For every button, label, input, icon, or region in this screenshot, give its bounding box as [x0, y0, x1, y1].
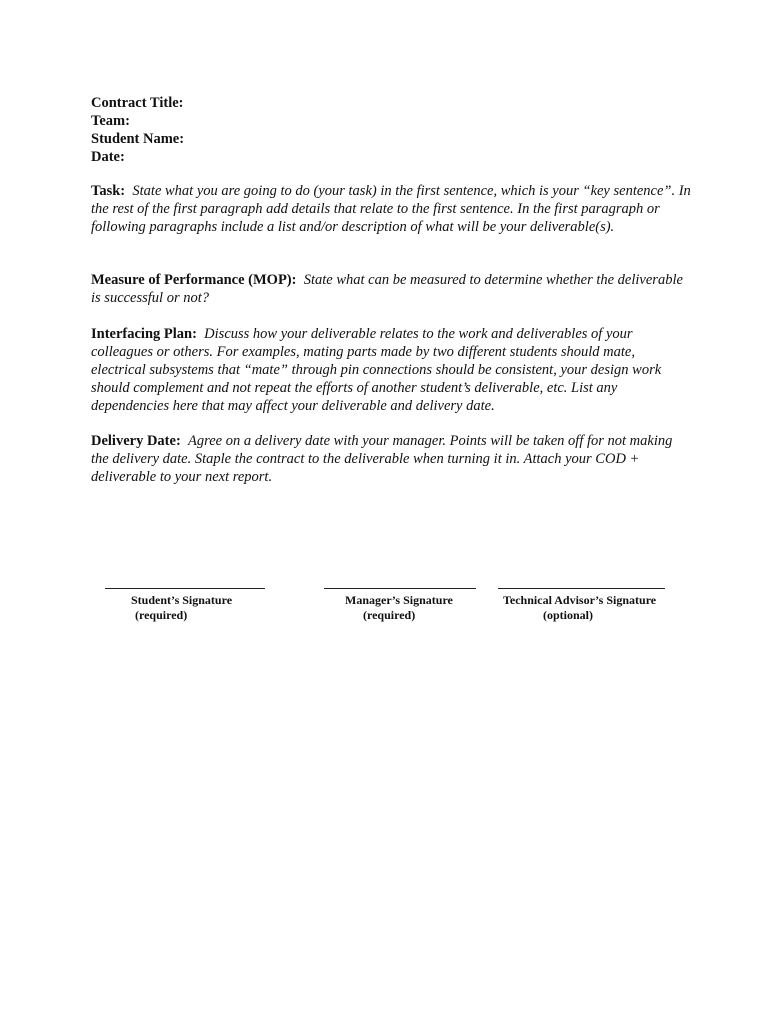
interfacing-plan-heading: Interfacing Plan: — [91, 326, 197, 342]
task-section — [91, 182, 691, 236]
mop-section — [91, 271, 691, 307]
team-label: Team: — [91, 113, 130, 129]
delivery-date-instructions: Agree on a delivery date with your manager. Points will be taken off for not making the delivery date. Staple the contract to the deliverable when turning it in. Attach your COD + deliverable to your next report. — [91, 433, 673, 485]
student-signature-requirement: (required) — [135, 608, 188, 622]
advisor-signature-label: Technical Advisor’s Signature — [503, 593, 657, 607]
student-signature-label: Student’s Signature — [131, 593, 233, 607]
date-label: Date: — [91, 149, 125, 165]
interfacing-plan-section — [91, 325, 691, 415]
contract-header — [91, 94, 184, 166]
contract-title-label: Contract Title: — [91, 95, 184, 111]
mop-instructions: State what can be measured to determine whether the deliverable is successful or not? — [91, 272, 683, 306]
student-name-label: Student Name: — [91, 131, 185, 147]
interfacing-plan-instructions: Discuss how your deliverable relates to the work and deliverables of your colleagues or others. For examples, mating parts made by two different students should mate, electrical subsystems that “mate” through pin connections should be consistent, your design work should complement and not repeat the efforts of another student’s deliverable, etc. List any dependencies here that may affect your deliverable and delivery date. — [91, 326, 662, 414]
task-instructions: State what you are going to do (your task) in the first sentence, which is your “key sentence”. In the rest of the first paragraph add details that relate to the first sentence. In the first paragraph or following paragraphs include a list and/or description of what will be your deliverable(s). — [91, 183, 691, 235]
delivery-date-section — [91, 432, 691, 486]
delivery-date-heading: Delivery Date: — [91, 433, 181, 449]
student-signature-line[interactable] — [105, 588, 265, 589]
advisor-signature-requirement: (optional) — [543, 608, 594, 622]
mop-heading: Measure of Performance (MOP): — [91, 272, 297, 288]
task-heading: Task: — [91, 183, 126, 199]
manager-signature-requirement: (required) — [363, 608, 416, 622]
advisor-signature-line[interactable] — [498, 588, 665, 589]
manager-signature-label: Manager’s Signature — [345, 593, 453, 607]
manager-signature-line[interactable] — [324, 588, 476, 589]
